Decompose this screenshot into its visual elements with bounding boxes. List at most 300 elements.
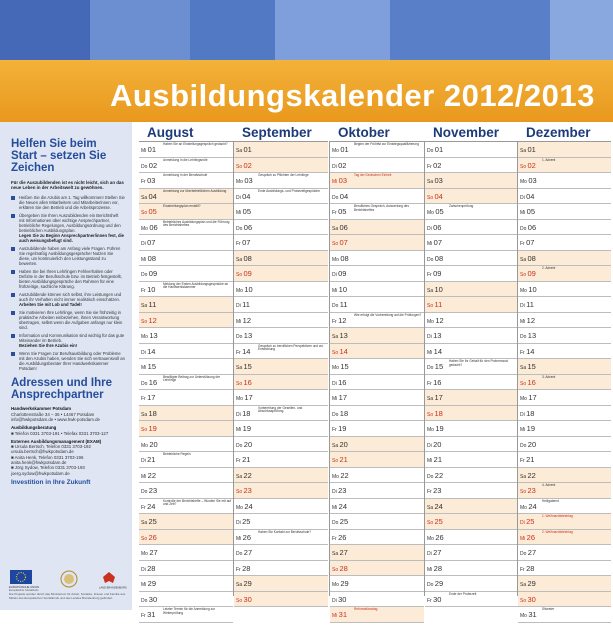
weekday: Do — [141, 489, 148, 495]
day-row[interactable] — [425, 452, 519, 468]
weekday: So — [141, 318, 148, 325]
month-name: Dezember — [526, 125, 591, 140]
day-row[interactable] — [518, 142, 611, 158]
day-row[interactable] — [518, 607, 611, 623]
weekday: Di — [427, 334, 432, 340]
day-number: 07 — [147, 238, 156, 247]
day-row[interactable] — [425, 251, 519, 267]
day-number: 04 — [148, 191, 157, 201]
day-number: 06 — [339, 222, 348, 232]
day-event — [161, 576, 233, 591]
day-number: 05 — [148, 207, 157, 216]
day-number: 24 — [244, 501, 253, 511]
day-row[interactable] — [425, 359, 519, 375]
weekday: Do — [520, 334, 527, 340]
day-row[interactable] — [518, 297, 611, 313]
day-row[interactable] — [518, 421, 611, 437]
contact-line: ursula.bertsch@hwkpotsdam.de — [11, 449, 74, 455]
day-label — [139, 592, 161, 607]
day-event — [256, 483, 328, 498]
day-row[interactable] — [425, 592, 519, 608]
day-label — [518, 561, 540, 576]
day-number: 09 — [338, 269, 347, 278]
day-row[interactable] — [518, 282, 611, 298]
day-row[interactable] — [139, 220, 233, 236]
day-event — [447, 142, 519, 157]
day-row[interactable] — [518, 313, 611, 329]
day-row[interactable] — [518, 576, 611, 592]
day-row[interactable] — [234, 592, 328, 608]
day-row[interactable] — [234, 235, 328, 251]
day-row[interactable] — [139, 251, 233, 267]
day-row[interactable] — [139, 282, 233, 298]
bullet-emphasis: Beziehen Sie Ihre Azubis ein! — [19, 343, 78, 349]
day-label — [425, 251, 447, 266]
day-row[interactable] — [139, 390, 233, 406]
day-row[interactable] — [518, 406, 611, 422]
weekday: So — [332, 349, 339, 356]
sidebar-bullet — [11, 246, 125, 266]
investment-heading: Investition in Ihre Zukunft — [11, 478, 91, 486]
day-row[interactable] — [234, 251, 328, 267]
day-label — [425, 173, 447, 188]
day-event — [256, 158, 328, 173]
day-row[interactable] — [518, 173, 611, 189]
day-row[interactable] — [234, 266, 328, 282]
day-row[interactable] — [425, 421, 519, 437]
day-event — [540, 406, 611, 421]
day-label — [330, 282, 352, 297]
day-label — [139, 173, 161, 188]
day-row[interactable] — [518, 266, 611, 282]
day-row[interactable] — [425, 390, 519, 406]
day-row[interactable] — [139, 189, 233, 205]
day-row[interactable] — [330, 406, 424, 422]
weekday: Sa — [332, 225, 339, 232]
weekday: Fr — [520, 241, 525, 247]
day-number: 10 — [338, 284, 348, 294]
day-row[interactable] — [234, 204, 328, 220]
weekday: So — [427, 194, 434, 201]
day-number: 12 — [435, 315, 444, 325]
day-row[interactable] — [139, 452, 233, 468]
day-number: 21 — [526, 455, 535, 464]
day-row[interactable] — [234, 344, 328, 360]
day-row[interactable] — [234, 530, 328, 546]
day-row[interactable] — [139, 592, 233, 608]
day-row[interactable] — [330, 189, 424, 205]
day-row[interactable] — [234, 421, 328, 437]
day-row[interactable] — [425, 204, 519, 220]
day-row[interactable] — [234, 375, 328, 391]
day-event: Heiligabend — [542, 498, 559, 503]
day-event — [447, 437, 519, 452]
day-number: 19 — [435, 424, 444, 433]
day-row[interactable] — [234, 313, 328, 329]
day-number: 29 — [147, 579, 157, 588]
day-label — [139, 142, 161, 157]
day-label — [518, 328, 540, 343]
day-row[interactable] — [518, 375, 611, 391]
day-row[interactable] — [518, 204, 611, 220]
day-row[interactable] — [425, 158, 519, 174]
day-row[interactable] — [330, 545, 424, 561]
day-row[interactable] — [139, 406, 233, 422]
day-row[interactable] — [234, 545, 328, 561]
day-event — [256, 468, 328, 483]
column-divider — [424, 141, 425, 596]
day-row[interactable] — [425, 514, 519, 530]
day-row[interactable] — [425, 406, 519, 422]
day-row[interactable] — [330, 297, 424, 313]
day-row[interactable] — [425, 189, 519, 205]
day-number: 11 — [526, 300, 534, 309]
weekday: So — [236, 272, 243, 278]
day-row[interactable] — [234, 390, 328, 406]
day-number: 05 — [526, 207, 536, 216]
weekday: Mi — [236, 535, 242, 542]
day-label — [425, 375, 447, 390]
day-label — [518, 344, 540, 359]
day-row[interactable] — [330, 282, 424, 298]
day-label — [518, 142, 540, 157]
weekday: Do — [141, 163, 148, 170]
weekday: Mi — [427, 458, 433, 464]
day-row[interactable] — [330, 235, 424, 251]
weekday: Di — [427, 225, 432, 232]
day-event: Letzter Termin für die Anmeldung zur Winterprüfung — [163, 607, 216, 615]
day-row[interactable] — [234, 499, 328, 515]
day-row[interactable] — [234, 452, 328, 468]
day-number: 29 — [340, 579, 349, 588]
day-number: 17 — [147, 393, 156, 402]
weekday: So — [236, 597, 243, 604]
day-row[interactable] — [330, 266, 424, 282]
contact-line: joerg.sydow@hwkpotsdam.de — [11, 470, 70, 476]
day-label — [234, 545, 256, 560]
weekday: Mo — [236, 179, 243, 185]
day-row[interactable] — [330, 592, 424, 608]
day-row[interactable] — [425, 297, 519, 313]
weekday: Mi — [520, 318, 526, 325]
day-row[interactable] — [330, 452, 424, 468]
day-number: 26 — [435, 532, 444, 542]
day-event: Anmeldung in die Lehrlingsrolle — [163, 157, 208, 162]
day-row[interactable] — [139, 607, 233, 623]
day-row[interactable] — [234, 173, 328, 189]
weekday: Mi — [332, 613, 338, 619]
day-label — [425, 297, 447, 312]
day-row[interactable] — [425, 499, 519, 515]
weekday: Do — [141, 597, 148, 604]
day-row[interactable] — [330, 607, 424, 623]
weekday: Di — [236, 411, 241, 418]
day-row[interactable] — [139, 468, 233, 484]
day-number: 29 — [243, 579, 252, 588]
day-number: 21 — [242, 455, 251, 464]
day-row[interactable] — [518, 561, 611, 577]
day-row[interactable] — [425, 313, 519, 329]
day-event — [161, 313, 233, 328]
weekday: So — [236, 380, 243, 387]
day-label — [234, 266, 256, 281]
weekday: Do — [236, 442, 243, 449]
day-row[interactable] — [518, 220, 611, 236]
day-row[interactable] — [425, 220, 519, 236]
day-row[interactable] — [425, 545, 519, 561]
day-row[interactable] — [425, 437, 519, 453]
day-label — [234, 158, 256, 173]
day-event — [352, 266, 424, 281]
day-event — [447, 576, 519, 591]
day-row[interactable] — [518, 499, 611, 515]
day-label — [139, 483, 161, 498]
weekday: Mo — [141, 442, 148, 449]
brandenburg-eagle-icon — [103, 572, 115, 583]
day-event — [256, 297, 328, 312]
weekday: Do — [427, 582, 434, 588]
day-row[interactable] — [234, 406, 328, 422]
day-event — [447, 158, 519, 173]
day-row[interactable] — [425, 282, 519, 298]
day-row[interactable] — [425, 142, 519, 158]
day-event — [161, 421, 233, 436]
weekday: Mo — [427, 318, 434, 325]
day-row[interactable] — [425, 266, 519, 282]
day-label — [330, 220, 352, 235]
day-label — [425, 421, 447, 436]
day-row[interactable] — [234, 437, 328, 453]
day-label — [425, 220, 447, 235]
day-row[interactable] — [518, 592, 611, 608]
day-label — [330, 576, 352, 591]
day-row[interactable] — [234, 561, 328, 577]
day-row[interactable] — [425, 561, 519, 577]
day-row[interactable] — [139, 297, 233, 313]
day-label — [139, 297, 161, 312]
day-row[interactable] — [139, 142, 233, 158]
day-row[interactable] — [139, 483, 233, 499]
day-event — [256, 561, 328, 576]
day-row[interactable] — [330, 468, 424, 484]
day-row[interactable] — [234, 282, 328, 298]
day-event — [352, 499, 424, 514]
day-number: 22 — [147, 470, 157, 480]
day-event — [540, 189, 611, 204]
day-row[interactable] — [330, 421, 424, 437]
day-row[interactable] — [330, 483, 424, 499]
day-row[interactable] — [234, 220, 328, 236]
day-row[interactable] — [425, 328, 519, 344]
day-number: 22 — [527, 470, 536, 480]
day-row[interactable] — [139, 499, 233, 515]
day-label — [330, 514, 352, 529]
day-number: 31 — [338, 610, 348, 619]
day-event — [540, 545, 611, 560]
day-row[interactable] — [139, 530, 233, 546]
day-row[interactable] — [518, 530, 611, 546]
day-row[interactable] — [518, 452, 611, 468]
day-number: 23 — [338, 486, 347, 495]
day-label — [234, 282, 256, 297]
day-row[interactable] — [330, 344, 424, 360]
day-event — [352, 437, 424, 452]
day-row[interactable] — [518, 359, 611, 375]
day-row[interactable] — [139, 437, 233, 453]
day-row[interactable] — [139, 545, 233, 561]
day-row[interactable] — [518, 235, 611, 251]
day-row[interactable] — [518, 189, 611, 205]
day-row[interactable] — [330, 390, 424, 406]
day-row[interactable] — [234, 328, 328, 344]
day-number: 07 — [433, 238, 443, 247]
day-label — [330, 158, 352, 173]
day-number: 19 — [148, 424, 157, 433]
day-row[interactable] — [139, 561, 233, 577]
day-row[interactable] — [330, 530, 424, 546]
weekday: Fr — [332, 210, 337, 216]
day-row[interactable] — [425, 235, 519, 251]
day-row[interactable] — [330, 251, 424, 267]
day-row[interactable] — [330, 359, 424, 375]
day-row[interactable] — [518, 483, 611, 499]
day-number: 03 — [338, 176, 348, 185]
weekday: Fr — [236, 566, 241, 573]
day-row[interactable] — [330, 142, 424, 158]
day-event — [352, 251, 424, 266]
day-row[interactable] — [425, 173, 519, 189]
day-row[interactable] — [234, 514, 328, 530]
day-row[interactable] — [425, 483, 519, 499]
day-row[interactable] — [425, 468, 519, 484]
day-row[interactable] — [234, 297, 328, 313]
day-row[interactable] — [425, 344, 519, 360]
weekday: Mi — [141, 582, 147, 588]
day-row[interactable] — [330, 499, 424, 515]
day-number: 07 — [526, 238, 535, 247]
day-row[interactable] — [139, 204, 233, 220]
day-number: 04 — [526, 191, 535, 201]
day-row[interactable] — [234, 576, 328, 592]
weekday: Fr — [520, 349, 525, 356]
day-event — [540, 282, 611, 297]
day-row[interactable] — [139, 235, 233, 251]
column-divider — [329, 141, 330, 596]
day-event — [447, 266, 519, 281]
weekday: Fr — [141, 504, 146, 511]
weekday: So — [332, 241, 339, 247]
day-row[interactable] — [330, 514, 424, 530]
day-label — [330, 437, 352, 452]
day-row[interactable] — [139, 328, 233, 344]
contact-line: ■ Ursula Bertsch, Telefon 0331 3703-192 — [11, 444, 91, 450]
day-label — [518, 483, 540, 498]
day-event — [256, 359, 328, 374]
weekday: Mi — [236, 427, 242, 433]
day-row[interactable] — [330, 576, 424, 592]
day-event: Meldung der Ersten Ausbildungsgespräche an die Handwerkskammer — [163, 281, 229, 290]
day-row[interactable] — [139, 344, 233, 360]
weekday: Fr — [141, 613, 146, 619]
day-event — [540, 204, 611, 219]
weekday: Fr — [332, 535, 337, 542]
day-row[interactable] — [518, 328, 611, 344]
day-label — [139, 468, 161, 483]
day-label — [234, 452, 256, 467]
day-event — [540, 592, 611, 607]
day-label — [139, 576, 161, 591]
funding-footer: Die Projekte werden durch das Ministerium für Arbeit, Soziales, Frauen und Familie aus Mitteln des Europäischen Sozialfonds und des Landes Brandenburg gefördert. — [9, 592, 126, 600]
day-row[interactable] — [139, 576, 233, 592]
day-row[interactable] — [139, 313, 233, 329]
day-row[interactable] — [139, 158, 233, 174]
day-row[interactable] — [330, 173, 424, 189]
weekday: Sa — [236, 148, 243, 154]
day-row[interactable] — [518, 545, 611, 561]
day-row[interactable] — [330, 375, 424, 391]
day-row[interactable] — [234, 158, 328, 174]
day-row[interactable] — [330, 313, 424, 329]
weekday: Sa — [332, 334, 339, 340]
day-number: 24 — [434, 501, 443, 511]
day-number: 01 — [340, 145, 349, 154]
day-row[interactable] — [425, 576, 519, 592]
day-row[interactable] — [518, 158, 611, 174]
day-row[interactable] — [330, 158, 424, 174]
day-label — [139, 390, 161, 405]
day-row[interactable] — [330, 220, 424, 236]
day-event — [256, 421, 328, 436]
day-row[interactable] — [139, 266, 233, 282]
day-row[interactable] — [330, 328, 424, 344]
day-row[interactable] — [234, 189, 328, 205]
day-row[interactable] — [518, 437, 611, 453]
sidebar-bullet-list — [11, 195, 125, 371]
day-row[interactable] — [425, 375, 519, 391]
day-row[interactable] — [234, 359, 328, 375]
day-row[interactable] — [234, 142, 328, 158]
day-row[interactable] — [518, 468, 611, 484]
day-number: 20 — [149, 439, 158, 449]
day-row[interactable] — [425, 530, 519, 546]
day-number: 17 — [434, 393, 443, 402]
day-row[interactable] — [518, 390, 611, 406]
day-row[interactable] — [518, 251, 611, 267]
day-event — [447, 220, 519, 235]
day-row[interactable] — [139, 514, 233, 530]
day-row[interactable] — [139, 359, 233, 375]
day-row[interactable] — [518, 344, 611, 360]
day-row[interactable] — [234, 483, 328, 499]
day-label — [139, 375, 161, 390]
day-row[interactable] — [518, 514, 611, 530]
day-row[interactable] — [139, 173, 233, 189]
day-row[interactable] — [234, 468, 328, 484]
weekday: Mo — [332, 148, 339, 154]
day-row[interactable] — [330, 204, 424, 220]
weekday: Do — [332, 303, 339, 309]
day-event: Wie erfolgt die Vorbereitung auf die Prüfungen? — [354, 312, 422, 317]
bullet-text: Auszubildende können sich selbst, ihre Leistungen und auch ihr Verhalten nicht immer realistisch einschätzen. — [19, 292, 122, 303]
day-row[interactable] — [330, 561, 424, 577]
day-label — [425, 499, 447, 514]
day-number: 13 — [433, 331, 442, 340]
day-row[interactable] — [139, 421, 233, 437]
day-row[interactable] — [330, 437, 424, 453]
day-row[interactable] — [139, 375, 233, 391]
sidebar-bullet — [11, 213, 125, 243]
day-label — [425, 158, 447, 173]
